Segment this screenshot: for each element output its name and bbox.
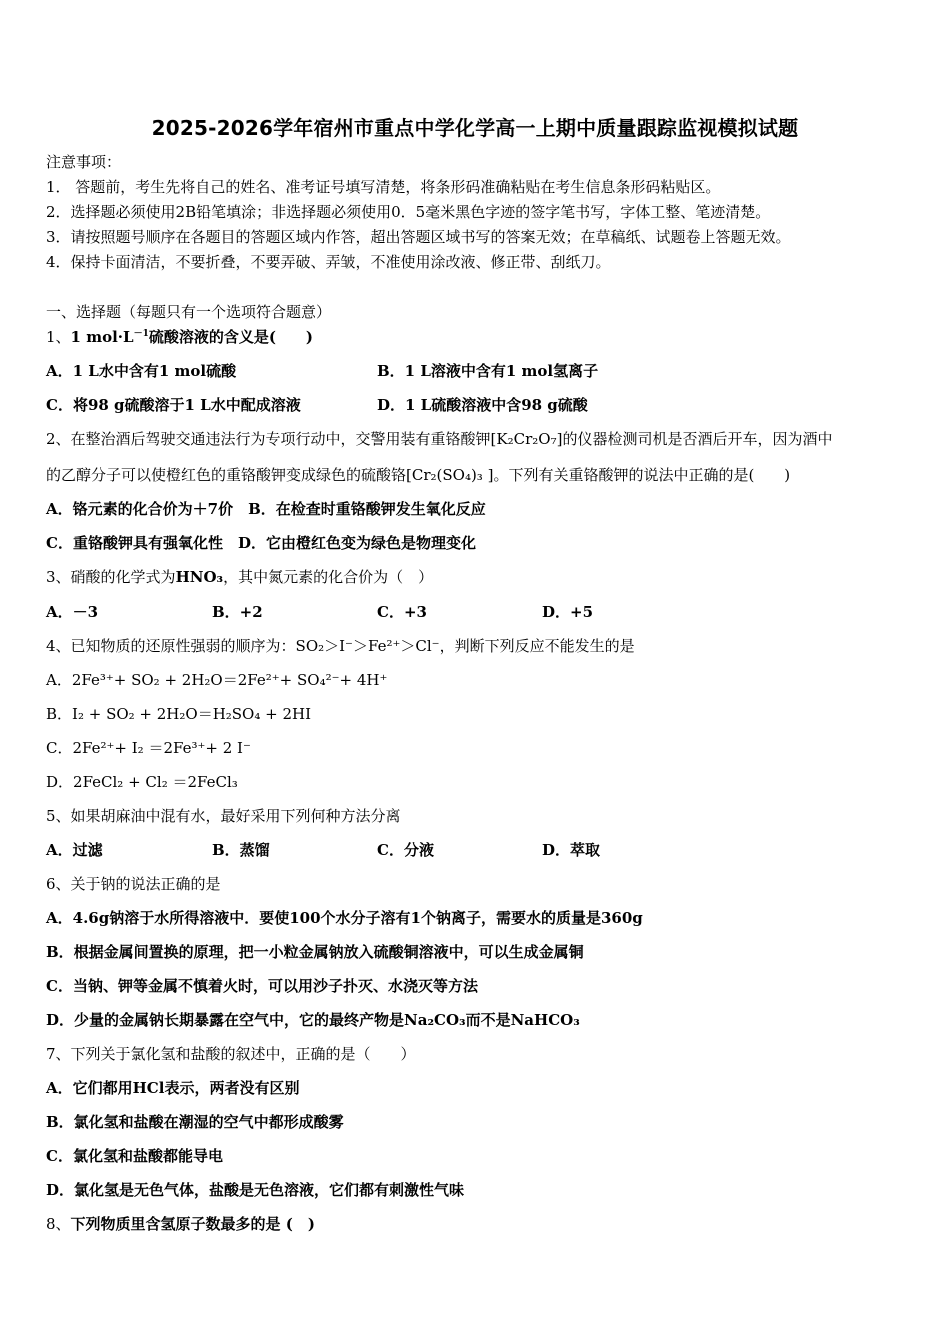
q5-stem: 如果胡麻油中混有水，最好采用下列何种方法分离 [70, 807, 401, 825]
q1-option-a: A．1 L水中含有1 mol硫酸 [46, 362, 237, 380]
note-item-4: 4．保持卡面清洁，不要折叠，不要弄破、弄皱，不准使用涂改液、修正带、刮纸刀。 [46, 253, 611, 271]
question-7-stem [46, 1044, 416, 1064]
q4-stem: 已知物质的还原性强弱的顺序为：SO₂＞I⁻＞Fe²⁺＞Cl⁻，判断下列反应不能发生的是 [70, 637, 635, 655]
q3-option-c: C．+3 [377, 603, 427, 621]
q1-stem-a: 1 mol·L [70, 328, 134, 346]
q2-options-ab: A．铬元素的化合价为＋7价 B．在检查时重铬酸钾发生氧化反应 [46, 500, 486, 518]
q4-option-a: A．2Fe³⁺+ SO₂ + 2H₂O＝2Fe²⁺+ SO₄²⁻+ 4H⁺ [46, 671, 388, 689]
q7-stem: 下列关于氯化氢和盐酸的叙述中，正确的是（ ） [70, 1045, 416, 1063]
question-2-stem-line2: 的乙醇分子可以使橙红色的重铬酸钾变成绿色的硫酸铬[Cr₂(SO₄)₃ ]。下列有关重铬酸钾的说法中正确的是( ) [46, 466, 791, 484]
note-item-3: 3．请按照题号顺序在各题目的答题区域内作答，超出答题区域书写的答案无效；在草稿纸、试题卷上答题无效。 [46, 228, 791, 246]
q6-option-c: C．当钠、钾等金属不慎着火时，可以用沙子扑灭、水浇灭等方法 [46, 977, 478, 995]
q6-stem: 关于钠的说法正确的是 [70, 875, 221, 893]
question-4-stem [46, 636, 635, 656]
q1-option-d: D．1 L硫酸溶液中含98 g硫酸 [377, 396, 588, 414]
q1-stem-sup: －1 [133, 329, 149, 339]
question-number: 7、 [46, 1045, 71, 1063]
q3-stem-a: 硝酸的化学式为 [70, 568, 176, 586]
question-number: 3、 [46, 568, 71, 586]
q1-stem-b: 硫酸溶液的含义是( ) [148, 328, 314, 346]
q3-stem-b: ，其中氮元素的化合价为（ ） [223, 568, 434, 586]
q5-option-c: C．分液 [377, 841, 434, 859]
q4-option-d: D．2FeCl₂ + Cl₂ ＝2FeCl₃ [46, 773, 238, 791]
q7-option-b: B．氯化氢和盐酸在潮湿的空气中都形成酸雾 [46, 1113, 344, 1131]
question-number: 5、 [46, 807, 71, 825]
q5-option-a: A．过滤 [46, 841, 103, 859]
question-8-stem [46, 1214, 315, 1234]
q2-line1: 在整治酒后驾驶交通违法行为专项行动中，交警用装有重铬酸钾[K₂Cr₂O₇]的仪器检测司机是否酒后开车，因为酒中 [70, 430, 833, 448]
question-1-stem [46, 327, 313, 347]
q4-option-c: C．2Fe²⁺+ I₂ ＝2Fe³⁺+ 2 I⁻ [46, 739, 251, 757]
exam-title: 2025-2026学年宿州市重点中学化学高一上期中质量跟踪监视模拟试题 [151, 116, 799, 140]
q3-option-d: D．+5 [542, 603, 594, 621]
q3-option-b: B．+2 [212, 603, 263, 621]
q5-option-b: B．蒸馏 [212, 841, 270, 859]
question-6-stem [46, 874, 221, 894]
q3-formula: HNO₃ [175, 568, 224, 586]
q6-option-d: D．少量的金属钠长期暴露在空气中，它的最终产物是Na₂CO₃而不是NaHCO₃ [46, 1011, 580, 1029]
note-item-2: 2．选择题必须使用2B铅笔填涂；非选择题必须使用0．5毫米黑色字迹的签字笔书写，字体工整、笔迹清楚。 [46, 203, 771, 221]
question-number: 8、 [46, 1215, 71, 1233]
q3-option-a: A．－3 [46, 603, 99, 621]
q6-option-a: A．4.6g钠溶于水所得溶液中．要使100个水分子溶有1个钠离子，需要水的质量是360g [46, 909, 643, 927]
section-heading: 一、选择题（每题只有一个选项符合题意） [46, 303, 332, 321]
question-2-stem-line1 [46, 429, 832, 449]
q7-option-a: A．它们都用HCl表示，两者没有区别 [46, 1079, 300, 1097]
q7-option-c: C．氯化氢和盐酸都能导电 [46, 1147, 223, 1165]
q6-option-b: B．根据金属间置换的原理，把一小粒金属钠放入硫酸铜溶液中，可以生成金属铜 [46, 943, 584, 961]
question-number: 6、 [46, 875, 71, 893]
question-number: 1、 [46, 328, 71, 346]
note-item-1: 1． 答题前，考生先将自己的姓名、准考证号填写清楚，将条形码准确粘贴在考生信息条形码粘贴区。 [46, 178, 721, 196]
question-3-stem [46, 567, 433, 587]
q1-option-b: B．1 L溶液中含有1 mol氢离子 [377, 362, 599, 380]
question-number: 2、 [46, 430, 71, 448]
q4-option-b: B．I₂ + SO₂ + 2H₂O＝H₂SO₄ + 2HI [46, 705, 312, 723]
notes-heading: 注意事项： [46, 153, 122, 171]
question-number: 4、 [46, 637, 71, 655]
q1-option-c: C．将98 g硫酸溶于1 L水中配成溶液 [46, 396, 301, 414]
q2-options-cd: C．重铬酸钾具有强氧化性 D．它由橙红色变为绿色是物理变化 [46, 534, 476, 552]
q8-stem: 下列物质里含氢原子数最多的是 ( ) [70, 1215, 315, 1233]
q7-option-d: D．氯化氢是无色气体，盐酸是无色溶液，它们都有刺激性气味 [46, 1181, 465, 1199]
q5-option-d: D．萃取 [542, 841, 601, 859]
question-5-stem [46, 806, 401, 826]
